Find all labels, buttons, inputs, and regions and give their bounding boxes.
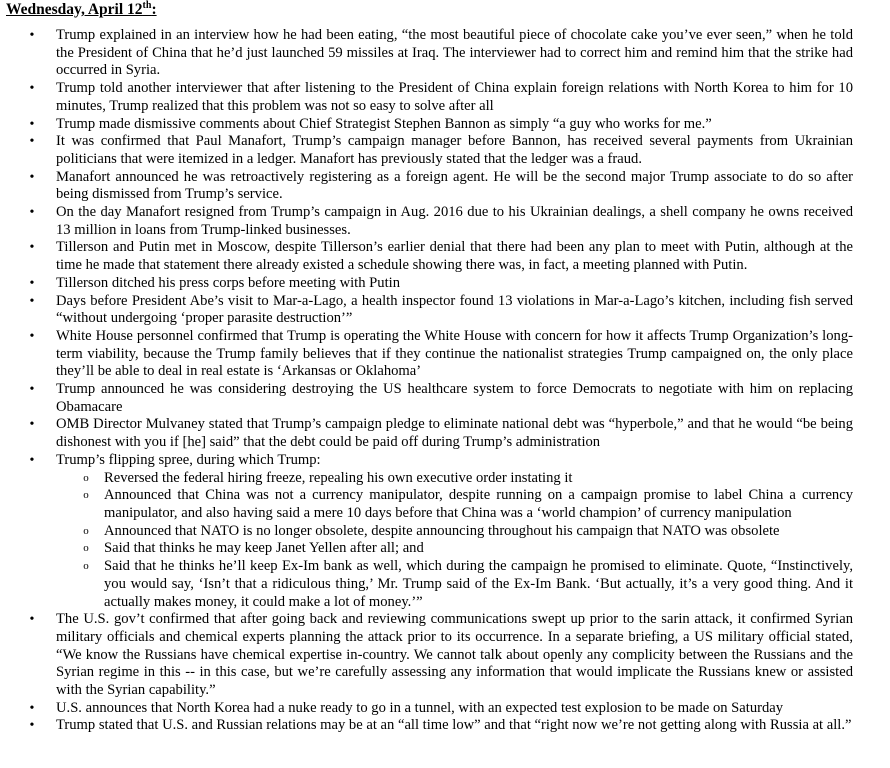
hollow-circle-bullet-icon: o [83,560,89,573]
hollow-circle-bullet-icon: o [83,489,89,502]
bullet-icon: • [29,452,35,468]
bullet-icon: • [29,240,35,256]
sub-list-item [56,487,853,522]
list-item-text: The U.S. gov’t confirmed that after going back and reviewing communications swept up prior to the sarin attack, it confirmed Syrian military officials and chemical experts planning the attack prior to its occurrence. In a separate briefing, a US military official stated, “We know the Russians have chemical expertise in-country. We cannot talk about openly any complicity between the Russians and the Syrian regime in this -- in this case, but we’re carefully assessing any information that would implicate the Russians knew or assisted with the Syrian capability.” [56,611,853,699]
bullet-icon: • [29,612,35,628]
bullet-icon: • [29,28,35,43]
hollow-circle-bullet-icon: o [83,542,89,555]
list-item-text: U.S. announces that North Korea had a nuke ready to go in a tunnel, with an expected test explosion to be made on Saturday [56,699,784,716]
list-item-text: Trump’s flipping spree, during which Trump: [56,451,321,468]
list-item [0,169,853,204]
list-item [0,204,853,239]
list-item-text: OMB Director Mulvaney stated that Trump’s campaign pledge to eliminate national debt was “hyperbole,” and that he would “be being dishonest with you if [he] said” that the debt could be paid off during Trump’s administration [56,416,853,451]
list-item [0,328,853,381]
bullet-icon: • [29,382,35,398]
date-heading-text: Wednesday, April 12 [6,1,143,18]
sub-list-item [56,523,853,541]
list-item-text: Tillerson ditched his press corps before meeting with Putin [56,274,400,291]
sub-list-item [56,470,853,488]
sub-list-item-text: Announced that NATO is no longer obsolete, despite announcing throughout his campaign that NATO was obsolete [104,522,780,539]
sub-list-item-text: Said that he thinks he’ll keep Ex-Im bank as well, which during the campaign he promised to eliminate. Quote, “Instinctively, you would say, ‘Isn’t that a ridiculous thing,’ Mr. Trump said of the Ex-Im Bank. ‘But actually, it’s a very good thing. And it actually makes money, it could make a lot of money.’” [104,558,853,610]
bullet-icon: • [29,275,35,291]
list-item [0,275,853,293]
list-item [0,717,853,735]
list-item-text: Trump told another interviewer that after listening to the President of China explain foreign relations with North Korea to him for 10 minutes, Trump realized that this problem was not so easy to solve after all [56,80,853,114]
list-item-text: Days before President Abe’s visit to Mar-a-Lago, a health inspector found 13 violations in Mar-a-Lago’s kitchen, including fish served “without undergoing ‘proper parasite destruction’” [56,292,853,327]
bullet-icon: • [29,718,35,734]
list-item [0,116,853,134]
bullet-icon: • [29,169,35,185]
list-item-text: On the day Manafort resigned from Trump’s campaign in Aug. 2016 due to his Ukrainian dealings, a shell company he owns received 13 million in loans from Trump-linked businesses. [56,204,853,238]
list-item-text: It was confirmed that Paul Manafort, Trump’s campaign manager before Bannon, has received several payments from Ukrainian politicians that were itemized in a ledger. Manafort has previously stated that the ledger was a fraud. [56,133,853,167]
list-item-text: White House personnel confirmed that Trump is operating the White House with concern for how it affects Trump Organization’s long-term viability, because the Trump family believes that if they continue the nationalist strategies Trump campaigned on, the only place they’ll be able to deal in real estate is ‘Arkansas or Oklahoma’ [56,327,853,380]
hollow-circle-bullet-icon: o [83,524,89,537]
bullet-icon: • [29,81,35,97]
bullet-icon: • [29,417,35,433]
sub-list-item-text: Announced that China was not a currency manipulator, despite running on a campaign promise to label China a currency manipulator, and also having said a mere 10 days before that China was a ‘world champion’ of currency manipulation [104,487,853,521]
list-item-text: Trump explained in an interview how he had been eating, “the most beautiful piece of chocolate cake you’ve ever seen,” when he told the President of China that he’d just launched 59 missiles at Iraq. The interviewer had to correct him and remind him that the strike had occurred in Syria. [56,27,853,79]
bullet-icon: • [29,293,35,309]
date-heading-superscript: th [142,0,152,11]
list-item [0,239,853,274]
list-item [0,611,853,700]
bullet-icon: • [29,116,35,132]
bullet-list [0,27,890,735]
bullet-icon: • [29,134,35,150]
sub-list [56,470,853,612]
list-item [0,381,853,416]
sub-list-item-text: Reversed the federal hiring freeze, repealing his own executive order instating it [104,469,573,486]
bullet-icon: • [29,205,35,221]
sub-list-item-text: Said that thinks he may keep Janet Yellen after all; and [104,540,424,557]
date-heading [6,1,157,19]
date-heading-colon: : [151,1,157,18]
sub-list-item [56,558,853,611]
list-item-text: Trump announced he was considering destroying the US healthcare system to force Democrats to negotiate with him on replacing Obamacare [56,381,853,415]
bullet-icon: • [29,700,35,716]
list-item-text: Trump stated that U.S. and Russian relations may be at an “all time low” and that “right now we’re not getting along with Russia at all.” [56,717,852,734]
list-item [0,293,853,328]
list-item [0,27,853,80]
list-item [0,416,853,451]
hollow-circle-bullet-icon: o [83,471,89,484]
sub-list-item [56,540,853,558]
list-item [0,700,853,718]
list-item-text: Manafort announced he was retroactively registering as a foreign agent. He will be the second major Trump associate to do so after being dismissed from Trump’s service. [56,168,853,203]
list-item-text: Trump made dismissive comments about Chief Strategist Stephen Bannon as simply “a guy who works for me.” [56,115,712,132]
list-item [0,133,853,168]
list-item-text: Tillerson and Putin met in Moscow, despite Tillerson’s earlier denial that there had been any plan to meet with Putin, although at the time he made that statement there already existed a schedule showing there was, in fact, a meeting planned with Putin. [56,239,853,274]
list-item [0,80,853,115]
list-item [0,452,853,611]
bullet-icon: • [29,328,35,344]
